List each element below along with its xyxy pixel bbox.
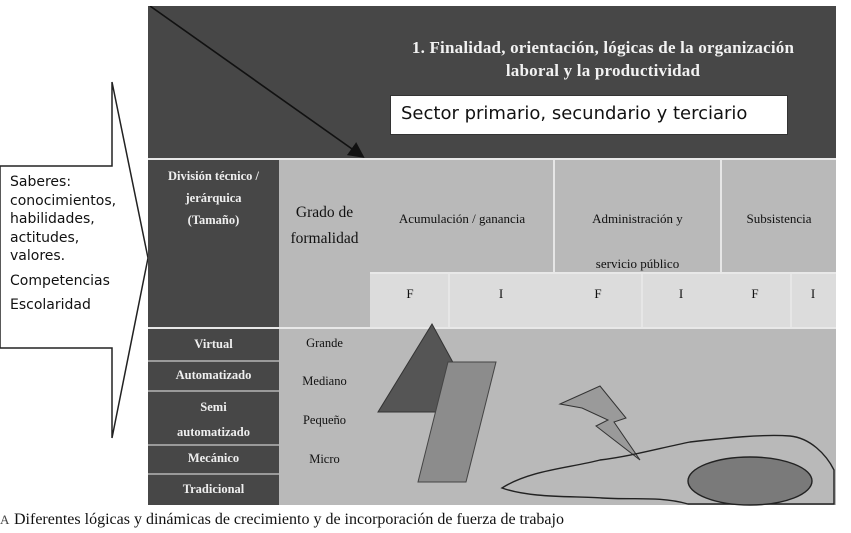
informal-label: I [810, 286, 816, 301]
size-grande: Grande [306, 336, 343, 350]
informal-label: I [678, 286, 684, 301]
sector-administracion-line1: Administración y [592, 211, 683, 226]
ellipse-shape [688, 457, 812, 505]
header-title-line1: 1. Finalidad, orientación, lógicas de la organización [411, 38, 795, 57]
size-pequeno: Pequeño [302, 413, 347, 427]
grado-line: formalidad [290, 230, 359, 247]
grado-line: Grado de [295, 204, 354, 221]
sector-acumulacion: Acumulación / ganancia [398, 211, 526, 226]
row-separator [148, 360, 279, 362]
callout-line: actitudes, [10, 229, 80, 246]
column-divider [641, 273, 643, 327]
header-title-line2: laboral y la productividad [505, 61, 701, 80]
header-title [372, 36, 834, 82]
size-mediano: Mediano [302, 374, 347, 388]
informal-label: I [498, 286, 504, 301]
level-automatizado: Automatizado [175, 368, 252, 382]
division-line: (Tamaño) [187, 213, 240, 227]
callout-competencias: Competencias [10, 272, 110, 289]
callout-escolaridad: Escolaridad [10, 297, 91, 313]
division-line: División técnico / [168, 169, 259, 183]
callout-line: conocimientos, [10, 192, 117, 209]
level-semi-line1: Semi [200, 400, 227, 414]
row-separator [148, 473, 279, 475]
formal-label: F [594, 286, 602, 301]
callout-line: Saberes: [10, 174, 72, 190]
diagonal-arrow [148, 6, 370, 160]
grado-header [281, 200, 368, 252]
column-divider [448, 273, 450, 327]
sector-box: Sector primario, secundario y terciario [390, 95, 788, 135]
caption-mark: A [0, 512, 10, 527]
level-semi-line2: automatizado [177, 425, 250, 439]
level-mecanico: Mecánico [187, 451, 240, 465]
level-tradicional: Tradicional [182, 482, 245, 496]
callout-line: valores. [10, 248, 66, 264]
shapes-illustration [370, 320, 836, 506]
sector-subsistencia: Subsistencia [746, 211, 812, 226]
header-cell [370, 6, 836, 158]
formal-label: F [406, 286, 414, 301]
division-line: jerárquica [185, 191, 242, 205]
column-divider [790, 273, 792, 327]
row-divider [370, 272, 836, 274]
figure-caption: Diferentes lógicas y dinámicas de crecimiento y de incorporación de fuerza de trabajo [14, 511, 564, 528]
formal-label: F [751, 286, 759, 301]
row-separator [148, 390, 279, 392]
row-separator [148, 444, 279, 446]
callout-line: habilidades, [10, 211, 95, 227]
level-virtual: Virtual [194, 337, 233, 351]
division-header [152, 165, 275, 231]
size-micro: Micro [309, 452, 340, 466]
lightning-shape [560, 386, 640, 460]
sector-administracion-line2: servicio público [595, 256, 680, 271]
callout-text [10, 173, 124, 315]
